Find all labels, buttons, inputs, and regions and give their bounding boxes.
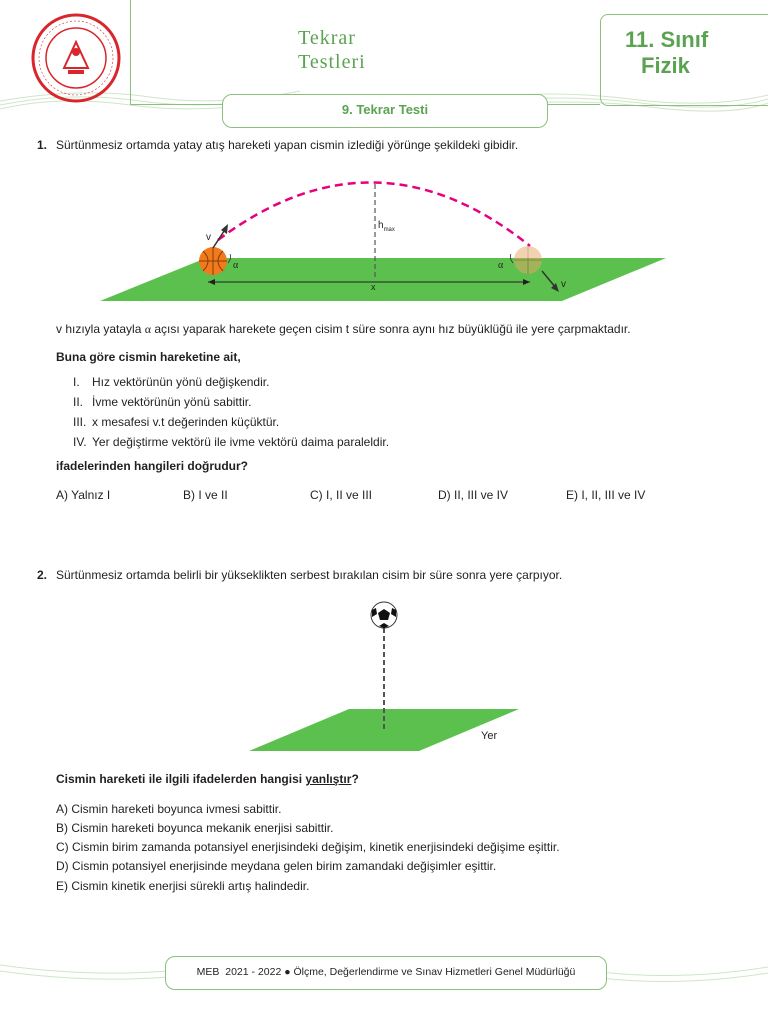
statement-number: III. bbox=[73, 415, 87, 429]
option-e[interactable]: E) Cismin kinetik enerjisi sürekli artış halindedir. bbox=[56, 879, 310, 893]
grade-label: 11. Sınıf bbox=[625, 27, 709, 52]
test-title: 9. Tekrar Testi bbox=[341, 102, 429, 117]
motion-description: v hızıyla yatayla α açısı yaparak harekete geçen cisim t süre sonra aynı hız büyüklüğü ile yere çarpmaktadır. bbox=[56, 322, 631, 336]
footer-text: MEB 2021 - 2022 ● Ölçme, Değerlendirme ve Sınav Hizmetleri Genel Müdürlüğü bbox=[196, 966, 576, 978]
option-e[interactable]: E) I, II, III ve IV bbox=[566, 488, 646, 502]
statement-number: IV. bbox=[73, 435, 87, 449]
statement-text: Hız vektörünün yönü değişkendir. bbox=[92, 375, 270, 389]
question-stem: Sürtünmesiz ortamda belirli bir yükseklikten serbest bırakılan cisim bir süre sonra yere çarpıyor. bbox=[56, 568, 563, 582]
ministry-logo bbox=[30, 12, 122, 104]
option-a[interactable]: A) Cismin hareketi boyunca ivmesi sabittir. bbox=[56, 802, 282, 816]
option-b[interactable]: B) I ve II bbox=[183, 488, 228, 502]
question-number: 1. bbox=[37, 138, 48, 152]
test-title-box bbox=[222, 94, 548, 128]
option-c[interactable]: C) Cismin birim zamanda potansiyel enerjisindeki değişim, kinetik enerjisindeki değişime eşittir. bbox=[56, 840, 560, 854]
statement-text: x mesafesi v.t değerinden küçüktür. bbox=[92, 415, 280, 429]
question-prompt: ifadelerinden hangileri doğrudur? bbox=[56, 459, 249, 473]
alpha-symbol: α bbox=[144, 322, 152, 336]
grade-box bbox=[600, 14, 768, 106]
velocity-symbol: v bbox=[56, 322, 62, 336]
option-c[interactable]: C) I, II ve III bbox=[310, 488, 373, 502]
series-title-line2: Testleri bbox=[298, 51, 366, 73]
subject-label: Fizik bbox=[641, 53, 690, 78]
ball-start bbox=[199, 247, 227, 275]
trajectory bbox=[218, 182, 530, 246]
series-title-line1: Tekrar bbox=[298, 27, 356, 49]
free-fall-figure bbox=[245, 598, 525, 758]
option-b[interactable]: B) Cismin hareketi boyunca mekanik enerjisi sabittir. bbox=[56, 821, 334, 835]
series-title bbox=[298, 26, 366, 74]
footer-box bbox=[165, 956, 607, 990]
velocity-label-end: v bbox=[561, 279, 566, 290]
ground-plane bbox=[100, 258, 666, 301]
ball-end bbox=[514, 246, 542, 274]
velocity-label-start: v bbox=[206, 232, 211, 243]
statement-text: İvme vektörünün yönü sabittir. bbox=[92, 395, 252, 409]
alpha-label-end: α bbox=[498, 260, 504, 271]
statement-number: I. bbox=[73, 375, 80, 389]
x-label: x bbox=[371, 282, 376, 292]
projectile-figure bbox=[100, 168, 670, 308]
question-number: 2. bbox=[37, 568, 48, 582]
question-stem: Sürtünmesiz ortamda yatay atış hareketi yapan cismin izlediği yörünge şekildeki gibidir. bbox=[56, 138, 519, 152]
statement-text: Yer değiştirme vektörü ile ivme vektörü daima paraleldir. bbox=[92, 435, 390, 449]
alpha-label-start: α bbox=[233, 260, 239, 271]
statement-number: II. bbox=[73, 395, 84, 409]
option-d[interactable]: D) Cismin potansiyel enerjisinde meydana gelen birim zamandaki değişimler eşittir. bbox=[56, 859, 497, 873]
option-a[interactable]: A) Yalnız I bbox=[56, 488, 111, 502]
ground-label: Yer bbox=[481, 730, 498, 742]
question-prompt: Cismin hareketi ile ilgili ifadelerden hangisi yanlıştır? bbox=[56, 772, 359, 786]
lead-sentence: Buna göre cismin hareketine ait, bbox=[56, 350, 241, 364]
soccer-ball bbox=[371, 602, 397, 628]
option-d[interactable]: D) II, III ve IV bbox=[438, 488, 509, 502]
negation-emphasis: yanlıştır bbox=[305, 772, 352, 786]
hmax-label: $h_{max}$ bbox=[378, 220, 395, 233]
